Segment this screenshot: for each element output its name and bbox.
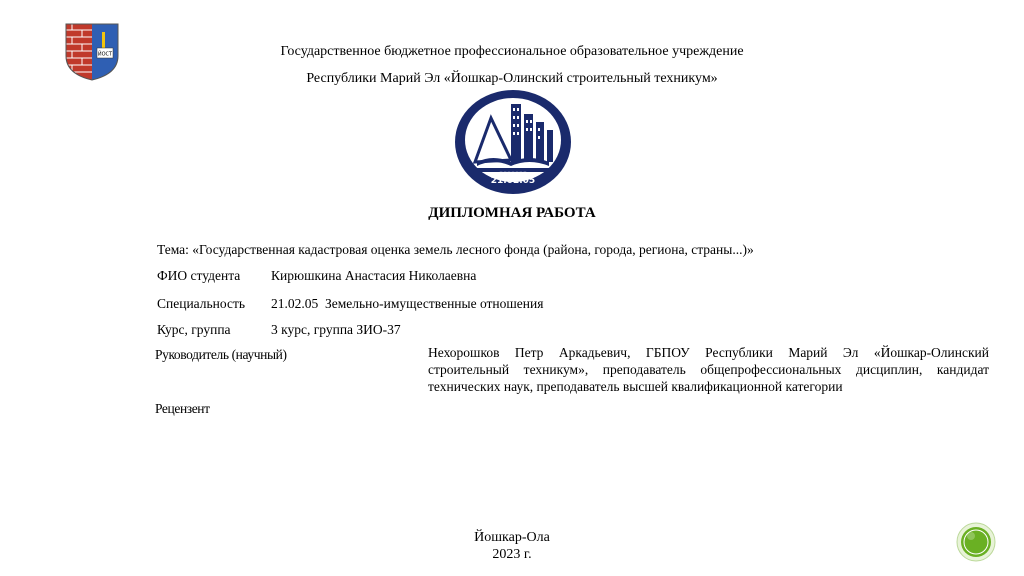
reviewer-label: Рецензент (155, 401, 210, 416)
coat-label: ЙОСТ (97, 51, 113, 58)
course-label: Курс, группа (157, 322, 231, 337)
document-title: ДИПЛОМНАЯ РАБОТА (428, 205, 596, 221)
student-label: ФИО студента (157, 268, 241, 283)
course-value: 3 курс, группа ЗИО-37 (271, 322, 401, 337)
specialty-label: Специальность (157, 296, 246, 311)
emblem-code: 21.02.05 (490, 176, 536, 186)
header-line-2: Республики Марий Эл «Йошкар-Олинский строительный техникум» (306, 71, 718, 86)
topic-text: Тема: «Государственная кадастровая оценка земель лесного фонда (района, города, региона, страны...)» (157, 242, 754, 257)
supervisor-value: Нехорошков Петр Аркадьевич, ГБПОУ Республики Марий Эл «Йошкар-Олинский строительный техникум», преподаватель общепрофессиональных дисциплин, кандидат технических наук, преподаватель высшей квалификационной категории (428, 345, 989, 394)
student-value: Кирюшкина Анастасия Николаевна (271, 268, 477, 283)
specialty-value: 21.02.05 Земельно-имущественные отношения (271, 296, 544, 311)
supervisor-label: Руководитель (научный) (155, 347, 287, 362)
header-line-1: Государственное бюджетное профессиональное образовательное учреждение (280, 44, 744, 59)
college-emblem-icon (453, 88, 573, 198)
slide-nav-icon[interactable] (956, 522, 996, 562)
footer-city: Йошкар-Ола (474, 530, 550, 545)
svg-text:— — — — — — —: — — — — — — — (499, 169, 527, 173)
footer-year: 2023 г. (492, 547, 532, 562)
